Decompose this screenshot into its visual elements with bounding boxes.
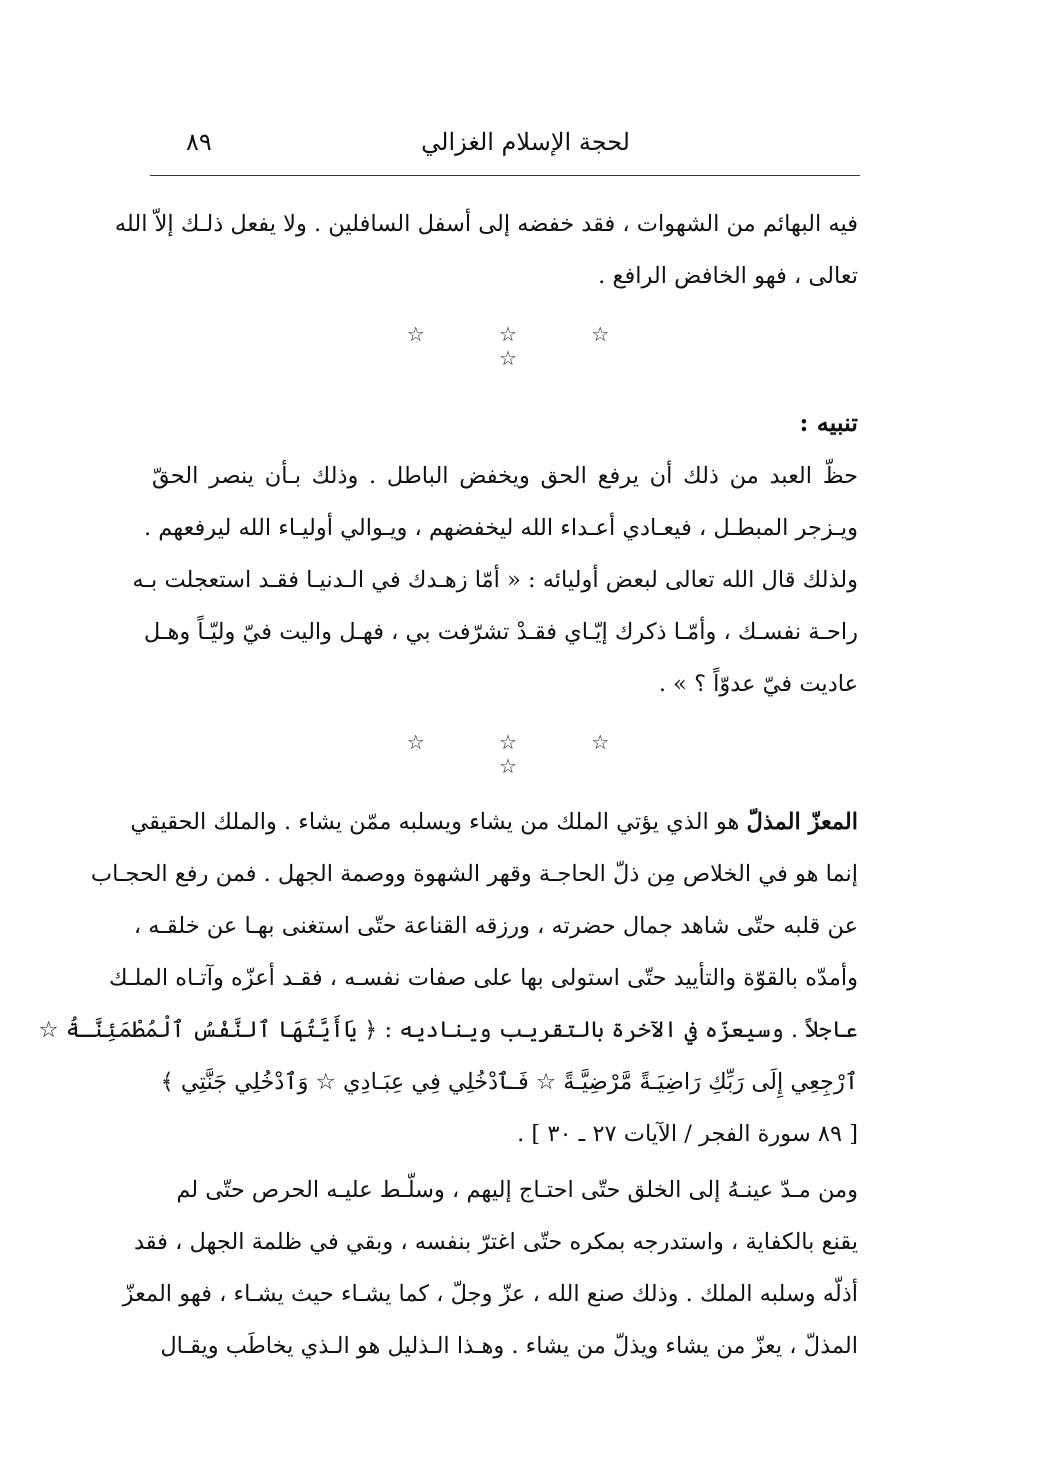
text-line: ويـزجر المبطـل ، فيعـادي أعـداء الله ليخفضهم ، ويـوالي أوليـاء الله ليرفعهم . bbox=[144, 515, 858, 541]
text-line: إنما هو في الخلاص مِن ذلّ الحاجـة وقهر الشهوة ووصمة الجهل . فمن رفع الحجـاب bbox=[90, 861, 858, 887]
text-line: عاديت فيّ عدوّاً ؟ » . bbox=[658, 671, 858, 697]
lead-term: المعزّ المذلّ bbox=[746, 809, 858, 835]
text-line: تعالى ، فهو الخافض الرافع . bbox=[598, 263, 858, 289]
text-line: عن قلبه حتّى شاهد جمال حضرته ، ورزقه القناعة حتّى استغنى بهـا عن خلقـه ، bbox=[133, 913, 858, 939]
paragraph-3 bbox=[38, 796, 858, 1160]
page-number: ٨٩ bbox=[186, 128, 212, 156]
paragraph-4 bbox=[122, 1164, 858, 1372]
text-line: عاجلاً . وسيعزّه في الآخرة بالتقريب ويناديه : ﴿ يَاأَيَّتُهَا ٱلنَّفْسُ ٱلْمُطْمَئِنَّـةُ ☆ bbox=[38, 1017, 858, 1043]
running-title: لحجة الإسلام الغزالي bbox=[421, 128, 630, 156]
text-line: وأمدّه بالقوّة والتأييد حتّى استولى بها على صفات نفسـه ، فقـد أعزّه وآتـاه الملـك bbox=[109, 965, 858, 991]
paragraph-1 bbox=[114, 198, 858, 302]
text-line: المذلّ ، يعزّ من يشاء ويذلّ من يشاء . وهـذا الـذليل هو الـذي يخاطَب ويقـال bbox=[160, 1333, 858, 1359]
section-heading: تنبيه : bbox=[799, 408, 858, 437]
text-line: ولذلك قال الله تعالى لبعض أوليائه : « أمّا زهـدك في الـدنيـا فقـد استعجلت بـه bbox=[132, 567, 858, 593]
text-line: ٱرْجِعِي إِلَى رَبِّكِ رَاضِيَـةً مَّرْضِيَّـةً ☆ فَـٱدْخُلِي فِي عِبَـادِي ☆ وَٱدْخُلِي جَنَّتِي ﴾ bbox=[160, 1069, 858, 1095]
text-line bbox=[130, 796, 858, 848]
header-rule bbox=[150, 175, 860, 176]
section-separator: ☆ ☆ ☆ ☆ bbox=[406, 730, 644, 778]
text-line: أذلّه وسلبه الملك . وذلك صنع الله ، عزّ وجلّ ، كما يشـاء حيث يشـاء ، فهو المعزّ bbox=[122, 1281, 858, 1307]
text-run: هو الذي يؤتي الملك من يشاء ويسلبه ممّن يشاء . والملك الحقيقي bbox=[130, 809, 740, 835]
text-line: [ ٨٩ سورة الفجر / الآيات ٢٧ ـ ٣٠ ] . bbox=[517, 1121, 858, 1147]
running-header bbox=[150, 120, 860, 176]
text-line: يقنع بالكفاية ، واستدرجه بمكره حتّى اغترّ بنفسه ، وبقي في ظلمة الجهل ، فقد bbox=[133, 1229, 858, 1255]
text-line: حظّ العبد من ذلك أن يرفع الحق ويخفض الباطل . وذلك بـأن ينصر الحقّ bbox=[152, 463, 858, 489]
section-separator: ☆ ☆ ☆ ☆ bbox=[406, 322, 644, 370]
text-line: فيه البهائم من الشهوات ، فقد خفضه إلى أسفل السافلين . ولا يفعل ذلـك إلاّ الله bbox=[114, 211, 858, 237]
paragraph-2 bbox=[132, 450, 858, 710]
text-line: ومن مـدّ عينـهُ إلى الخلق حتّى احتـاج إليهم ، وسلّـط عليـه الحرص حتّى لم bbox=[176, 1177, 858, 1203]
text-line: راحـة نفسـك ، وأمّـا ذكرك إيّـاي فقـدْ تشرّفت بي ، فهـل واليت فيّ وليّـاً وهـل bbox=[143, 619, 858, 645]
